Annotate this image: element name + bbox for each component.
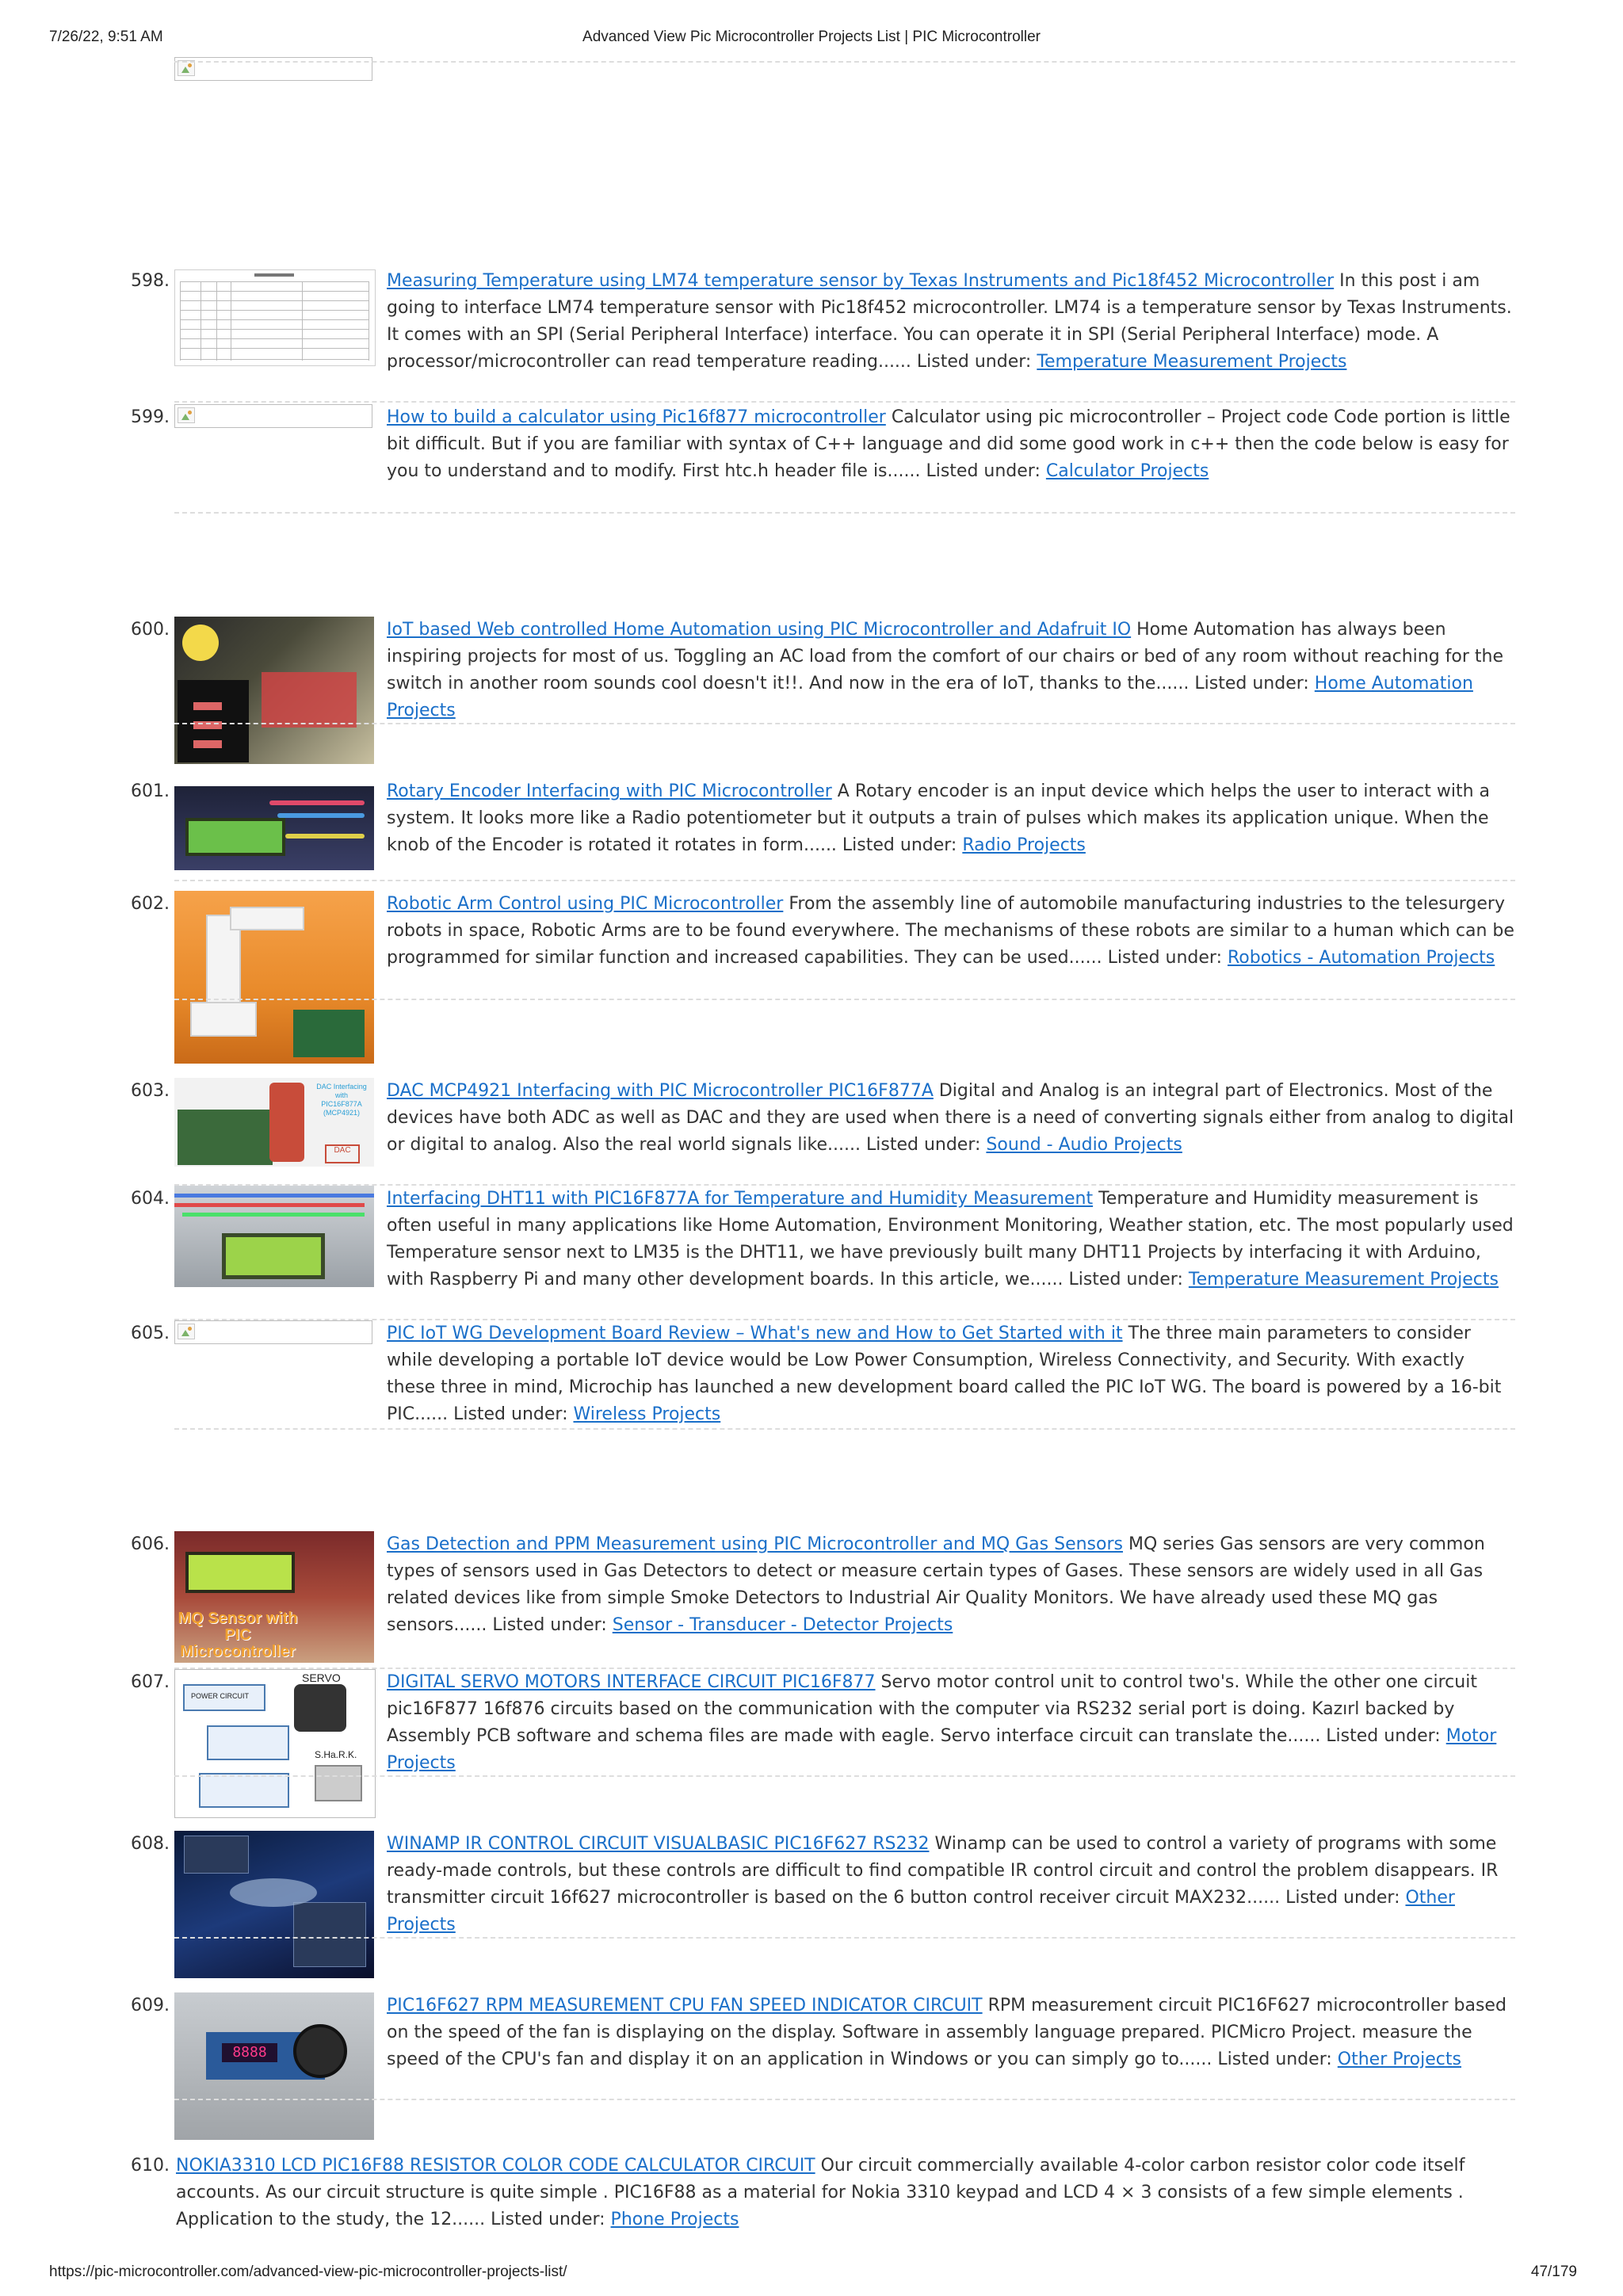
- item-title-link[interactable]: DIGITAL SERVO MOTORS INTERFACE CIRCUIT PIC16F877: [387, 1672, 876, 1692]
- item-number: 605.: [131, 1324, 170, 1343]
- thumbnail-caption: DAC Interfacing with PIC16F877A (MCP4921): [316, 1083, 367, 1117]
- item-title-link[interactable]: PIC16F627 RPM MEASUREMENT CPU FAN SPEED INDICATOR CIRCUIT: [387, 1996, 983, 2015]
- item-text: [387, 1831, 1518, 1939]
- item-category-link[interactable]: Motor Projects: [387, 1726, 1497, 1773]
- broken-image-placeholder[interactable]: [174, 404, 372, 428]
- item-text: [387, 404, 1518, 485]
- item-description: MQ series Gas sensors are very common types of sensors used in Gas Detectors to detect or measure certain types of Gases. These sensors are widely used in all Gas related devices like from simple Smoke Detectors to Industrial Air Quality Monitors. We have already used these MQ gas sensors...... Listed under:: [387, 1534, 1485, 1635]
- item-title-link[interactable]: WINAMP IR CONTROL CIRCUIT VISUALBASIC PIC16F627 RS232: [387, 1834, 930, 1854]
- item-description: Temperature and Humidity measurement is often useful in many applications like Home Automation, Environment Monitoring, Weather station, etc. The most popularly used Temperature sensor next to LM35 is the DHT11, we have previously built many DHT11 Projects by interfacing it with Arduino, with Raspberry Pi and many other development boards. In this article, we...... Listed under:: [387, 1189, 1514, 1289]
- table-line: [180, 310, 369, 311]
- divider: [174, 401, 1515, 403]
- item-title-link[interactable]: PIC IoT WG Development Board Review – What's new and How to Get Started with it: [387, 1324, 1123, 1343]
- bulb-shape: [182, 625, 219, 661]
- thumbnail-author-label: S.Ha.R.K.: [315, 1749, 357, 1760]
- item-category-link[interactable]: Temperature Measurement Projects: [1188, 1270, 1499, 1289]
- item-category-link[interactable]: Other Projects: [1337, 2050, 1461, 2069]
- item-number: 602.: [131, 894, 170, 914]
- item-number: 601.: [131, 781, 170, 801]
- item-number: 599.: [131, 407, 170, 427]
- divider: [174, 512, 1515, 514]
- diagram-block: [183, 1684, 265, 1711]
- robot-arm-shape: [230, 907, 304, 930]
- item-number: 603.: [131, 1081, 170, 1101]
- item-category-link[interactable]: Robotics - Automation Projects: [1228, 948, 1495, 968]
- item-number: 600.: [131, 620, 170, 640]
- item-number: 608.: [131, 1834, 170, 1854]
- broken-image-icon: [178, 407, 195, 423]
- item-number: 609.: [131, 1996, 170, 2015]
- thumbnail-power-label: POWER CIRCUIT: [191, 1692, 249, 1700]
- wire-shape: [174, 1194, 374, 1198]
- thumbnail-image[interactable]: [174, 269, 376, 366]
- thumbnail-servo-label: SERVO: [302, 1671, 341, 1684]
- table-line: [180, 329, 369, 330]
- table-title-mark: [254, 273, 294, 277]
- thumbnail-tag: DAC: [325, 1144, 360, 1163]
- item-text: [387, 1992, 1518, 2073]
- divider: [174, 1937, 1515, 1939]
- item-title-link[interactable]: IoT based Web controlled Home Automation using PIC Microcontroller and Adafruit IO: [387, 620, 1132, 640]
- item-number: 604.: [131, 1189, 170, 1209]
- item-title-link[interactable]: NOKIA3310 LCD PIC16F88 RESISTOR COLOR CODE CALCULATOR CIRCUIT: [176, 2156, 815, 2176]
- thumbnail-image[interactable]: [174, 1531, 374, 1663]
- item-text: [176, 2153, 1518, 2233]
- item-text: [387, 1078, 1518, 1159]
- phone-shape: [178, 680, 249, 762]
- item-title-link[interactable]: Rotary Encoder Interfacing with PIC Microcontroller: [387, 781, 832, 801]
- diagram-block: [207, 1725, 289, 1760]
- item-category-link[interactable]: Phone Projects: [610, 2210, 739, 2229]
- item-text: [387, 1186, 1518, 1293]
- thumbnail-image[interactable]: [174, 1992, 374, 2140]
- item-title-link[interactable]: How to build a calculator using Pic16f877 microcontroller: [387, 407, 886, 427]
- item-number: 610.: [131, 2156, 170, 2176]
- item-text: [387, 617, 1518, 724]
- broken-image-icon: [178, 60, 195, 76]
- item-category-link[interactable]: Temperature Measurement Projects: [1037, 352, 1347, 372]
- thumbnail-image[interactable]: [174, 891, 374, 1064]
- item-title-link[interactable]: Robotic Arm Control using PIC Microcontroller: [387, 894, 784, 914]
- board-shape: [178, 1110, 273, 1165]
- robot-arm-shape: [190, 1002, 257, 1037]
- item-category-link[interactable]: Radio Projects: [962, 835, 1086, 855]
- servo-motor-shape: [294, 1684, 346, 1732]
- multimeter-shape: [269, 1083, 304, 1162]
- item-description: Our circuit commercially available 4-color carbon resistor color code itself accounts. As our circuit structure is quite simple . PIC16F88 as a material for Nokia 3310 keypad and LCD 4 × 3 consists of a few simple elements . Application to the study, the 12...... Listed under:: [176, 2156, 1465, 2229]
- item-number: 598.: [131, 271, 170, 291]
- table-line: [180, 300, 369, 301]
- lcd-shape: [185, 1552, 295, 1593]
- item-category-link[interactable]: Wireless Projects: [573, 1404, 721, 1424]
- relay-board-shape: [262, 672, 357, 728]
- item-title-link[interactable]: DAC MCP4921 Interfacing with PIC Microcontroller PIC16F877A: [387, 1081, 934, 1101]
- divider: [174, 880, 1515, 881]
- app-button-shape: [193, 740, 222, 748]
- item-title-link[interactable]: Interfacing DHT11 with PIC16F877A for Temperature and Humidity Measurement: [387, 1189, 1094, 1209]
- thumbnail-image[interactable]: [174, 1669, 376, 1818]
- item-category-link[interactable]: Sound - Audio Projects: [986, 1135, 1182, 1155]
- seven-segment-display: 8888: [222, 2043, 277, 2062]
- thumbnail-image[interactable]: [174, 617, 374, 764]
- table-line: [180, 291, 369, 292]
- item-category-link[interactable]: Other Projects: [387, 1888, 1455, 1935]
- winamp-window-shape: [184, 1836, 249, 1874]
- item-text: [387, 891, 1518, 972]
- item-description: The three main parameters to consider while developing a portable IoT device would be Low Power Consumption, Wireless Connectivity, and Security. With exactly these three in mind, Microchip has launched a new development board called the PIC IoT WG. The board is powered by a 16-bit PIC...... Listed under:: [387, 1324, 1502, 1424]
- divider: [174, 61, 1515, 63]
- lcd-shape: [222, 1233, 325, 1279]
- table-line: [180, 319, 369, 320]
- app-button-shape: [193, 702, 222, 710]
- table-line: [180, 348, 369, 349]
- table-line: [180, 281, 369, 282]
- item-description: Digital and Analog is an integral part of Electronics. Most of the devices have both ADC as well as DAC and they are used when there is a need of converting signals either from analog to digital or digital to analog. Also the real world signals like...... Listed under:: [387, 1081, 1514, 1155]
- item-description: Servo motor control unit to control two's. While the other one circuit pic16F877 16f876 circuits based on the communication with the computer via RS232 serial port is doing. Kazırl backed by Assembly PCB software and schema files are made with eagle. Servo interface circuit can translate the...... Listed under:: [387, 1672, 1477, 1746]
- table-line: [180, 338, 369, 339]
- spaceship-shape: [230, 1878, 317, 1907]
- lcd-shape: [185, 818, 285, 856]
- item-description: In this post i am going to interface LM74 temperature sensor with Pic18f452 microcontroller. LM74 is a temperature sensor by Texas Instruments. It comes with an SPI (Serial Peripheral Interface) interface. You can operate it in SPI (Serial Peripheral Interface) mode. A processor/microcontroller can read temperature reading...... Listed under:: [387, 271, 1512, 372]
- item-description: Home Automation has always been inspiring projects for most of us. Toggling an AC load from the comfort of our chairs or bed of any room without reaching for the switch in another room sounds cool doesn't it!!. And now in the era of IoT, thanks to the...... Listed under:: [387, 620, 1504, 693]
- broken-image-icon: [178, 1324, 195, 1339]
- divider: [174, 1428, 1515, 1430]
- item-description: From the assembly line of automobile manufacturing industries to the telesurgery robots in space, Robotic Arms are to be found everywhere. The mechanisms of these robots are similar to a human which can be programmed for similar function and increased capabilities. They can be used...... Listed under:: [387, 894, 1514, 968]
- item-title-link[interactable]: Gas Detection and PPM Measurement using PIC Microcontroller and MQ Gas Sensors: [387, 1534, 1123, 1554]
- thumbnail-image[interactable]: [174, 1831, 374, 1978]
- item-text: [387, 1531, 1518, 1639]
- divider: [174, 1775, 1515, 1777]
- wire-shape: [174, 1203, 365, 1207]
- wire-shape: [277, 813, 365, 818]
- item-number: 606.: [131, 1534, 170, 1554]
- wire-shape: [285, 834, 365, 839]
- item-category-link[interactable]: Calculator Projects: [1045, 461, 1209, 481]
- item-title-link[interactable]: Measuring Temperature using LM74 temperature sensor by Texas Instruments and Pic18f452 Microcontroller: [387, 271, 1335, 291]
- wire-shape: [182, 1213, 365, 1217]
- thumbnail-image[interactable]: [174, 1186, 374, 1287]
- table-line: [200, 281, 201, 361]
- print-page-number: 47/179: [1530, 2264, 1577, 2280]
- divider: [174, 999, 1515, 1000]
- computer-shape: [315, 1765, 362, 1801]
- print-datetime: 7/26/22, 9:51 AM: [49, 29, 163, 45]
- wire-shape: [269, 800, 365, 805]
- broken-image-placeholder[interactable]: [174, 1320, 372, 1344]
- thumbnail-image[interactable]: [174, 1078, 374, 1167]
- item-category-link[interactable]: Sensor - Transducer - Detector Projects: [612, 1615, 953, 1635]
- item-number: 607.: [131, 1672, 170, 1692]
- table-line: [180, 359, 369, 360]
- thumbnail-image[interactable]: [174, 786, 374, 870]
- item-description: RPM measurement circuit PIC16F627 microcontroller based on the speed of the fan is displaying on the display. Software in assembly language prepared. PICMicro Project. measure the speed of the CPU's fan and display it on an application in Windows or you can simply go to...... Listed under:: [387, 1996, 1507, 2069]
- item-text: [387, 1669, 1518, 1777]
- diagram-block: [199, 1773, 289, 1808]
- print-url: https://pic-microcontroller.com/advanced-view-pic-microcontroller-projects-list/: [49, 2264, 567, 2280]
- item-text: [387, 268, 1518, 376]
- item-description: A Rotary encoder is an input device which helps the user to interact with a system. It looks more like a Radio potentiometer but it outputs a train of pulses which makes its application unique. When the knob of the Encoder is rotated it rotates in form...... Listed under:: [387, 781, 1490, 855]
- print-page-title: Advanced View Pic Microcontroller Projects List | PIC Microcontroller: [582, 29, 1041, 45]
- item-category-link[interactable]: Home Automation Projects: [387, 674, 1473, 720]
- cpu-fan-shape: [293, 2024, 347, 2078]
- divider: [174, 723, 1515, 724]
- thumbnail-caption: MQ Sensor with PIC Microcontroller: [178, 1610, 298, 1660]
- table-line: [180, 281, 181, 361]
- item-text: [387, 1320, 1518, 1428]
- table-line: [216, 281, 217, 361]
- item-description: Winamp can be used to control a variety of programs with some ready-made controls, but these controls are difficult to find compatible IR control circuit and control the problem disappears. IR transmitter circuit 16f627 microcontroller is based on the 6 button control receiver circuit MAX232...... Listed under:: [387, 1834, 1499, 1908]
- table-line: [302, 281, 303, 361]
- board-shape: [293, 1010, 365, 1057]
- divider: [174, 2099, 1515, 2100]
- item-text: [387, 778, 1518, 859]
- item-description: Calculator using pic microcontroller – Project code Code portion is little bit difficult. But if you are familiar with syntax of C++ language and did some good work in c++ then the code below is easy for you to understand and to modify. First htc.h header file is...... Listed under:: [387, 407, 1510, 481]
- playlist-window-shape: [293, 1902, 366, 1967]
